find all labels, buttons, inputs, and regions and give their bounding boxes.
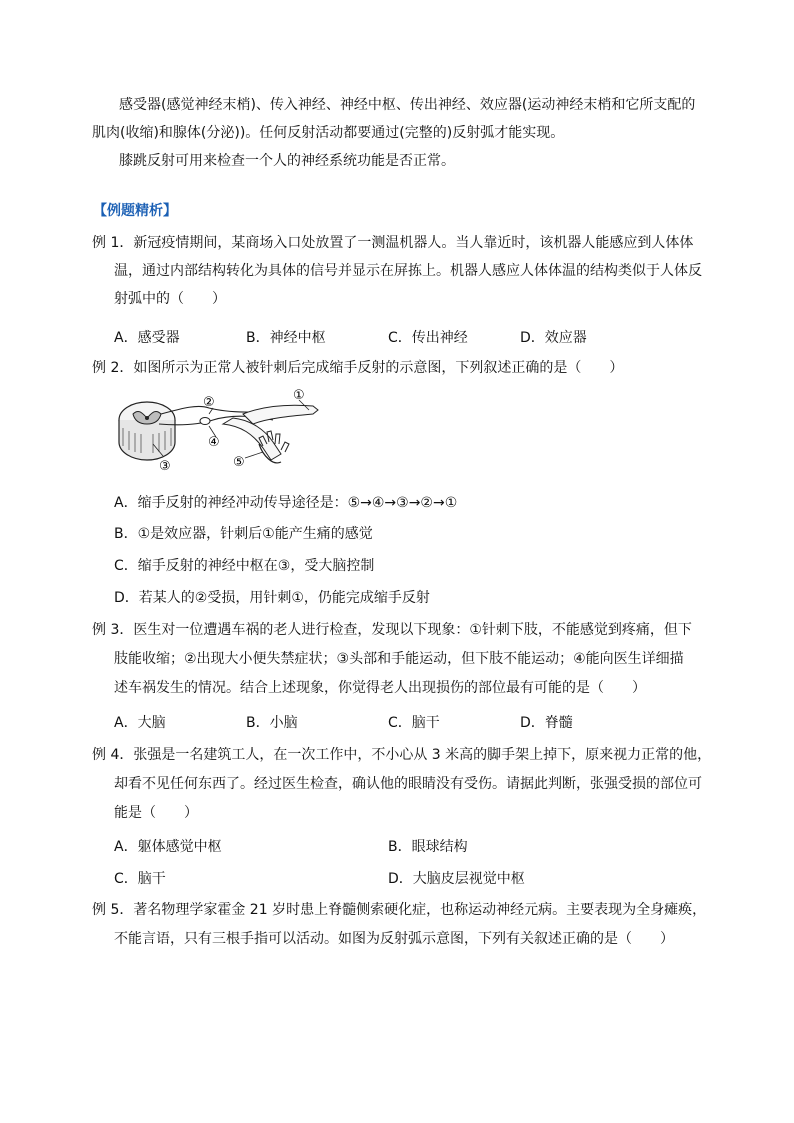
intro-line-2: 肌肉(收缩)和腺体(分泌))。任何反射活动都要通过(完整的)反射弧才能实现。 (92, 125, 565, 141)
q4-line-3: 能是（ ） (114, 805, 198, 821)
reflex-arc-figure (113, 384, 323, 476)
q2-option-a: A．缩手反射的神经冲动传导途径是：⑤→④→③→②→① (114, 495, 458, 511)
intro-line-3: 膝跳反射可用来检查一个人的神经系统功能是否正常。 (119, 153, 455, 169)
q4-line-1: 例 4．张强是一名建筑工人，在一次工作中，不小心从 3 米高的脚手架上掉下，原来视力正常的他， (92, 747, 712, 763)
q3-option-a: A．大脑 (114, 715, 166, 731)
q3-line-3: 述车祸发生的情况。结合上述现象，你觉得老人出现损伤的部位最有可能的是（ ） (114, 680, 646, 696)
q1-option-d: D．效应器 (520, 330, 587, 346)
q4-option-b: B．眼球结构 (388, 839, 468, 855)
section-title: 【例题精析】 (93, 203, 177, 219)
q4-option-c: C．脑干 (114, 871, 166, 887)
q2-option-c: C．缩手反射的神经中枢在③，受大脑控制 (114, 558, 375, 574)
q3-option-c: C．脑干 (388, 715, 440, 731)
q4-line-2: 却看不见任何东西了。经过医生检查，确认他的眼睛没有受伤。请据此判断，张强受损的部位可 (114, 776, 702, 792)
q5-line-1: 例 5．著名物理学家霍金 21 岁时患上脊髓侧索硬化症，也称运动神经元病。主要表现为全身瘫痪， (92, 902, 707, 918)
figure-label-4: ④ (208, 435, 220, 450)
q1-option-b: B．神经中枢 (246, 330, 326, 346)
q1-option-c: C．传出神经 (388, 330, 468, 346)
q3-option-d: D．脊髓 (520, 715, 573, 731)
q1-line-1: 例 1．新冠疫情期间，某商场入口处放置了一测温机器人。当人靠近时，该机器人能感应到人体体 (92, 235, 694, 251)
q2-option-b: B．①是效应器，针刺后①能产生痛的感觉 (114, 526, 373, 542)
q3-line-1: 例 3．医生对一位遭遇车祸的老人进行检查，发现以下现象：①针刺下肢，不能感觉到疼痛，但下 (92, 622, 692, 638)
q3-line-2: 肢能收缩；②出现大小便失禁症状；③头部和手能运动，但下肢不能运动；④能向医生详细描 (114, 651, 684, 667)
spinal-cord-section (119, 402, 175, 460)
figure-label-5: ⑤ (233, 455, 245, 470)
q1-line-3: 射弧中的（ ） (114, 291, 226, 307)
q4-option-d: D．大脑皮层视觉中枢 (388, 871, 525, 887)
figure-label-2: ② (203, 395, 215, 410)
q3-option-b: B．小脑 (246, 715, 298, 731)
q1-option-a: A．感受器 (114, 330, 180, 346)
ganglion (200, 418, 210, 425)
q2-line-1: 例 2．如图所示为正常人被针刺后完成缩手反射的示意图，下列叙述正确的是（ ） (92, 360, 624, 376)
intro-line-1: 感受器(感觉神经末梢)、传入神经、神经中枢、传出神经、效应器(运动神经末梢和它所支配的 (119, 97, 696, 113)
q5-line-2: 不能言语，只有三根手指可以活动。如图为反射弧示意图，下列有关叙述正确的是（ ） (114, 931, 674, 947)
q1-line-2: 温，通过内部结构转化为具体的信号并显示在屏拣上。机器人感应人体体温的结构类似于人体反 (114, 263, 702, 279)
figure-label-3: ③ (159, 459, 171, 474)
q4-option-a: A．躯体感觉中枢 (114, 839, 222, 855)
figure-label-1: ① (293, 388, 305, 403)
q2-option-d: D．若某人的②受损，用针刺①，仍能完成缩手反射 (114, 590, 430, 606)
